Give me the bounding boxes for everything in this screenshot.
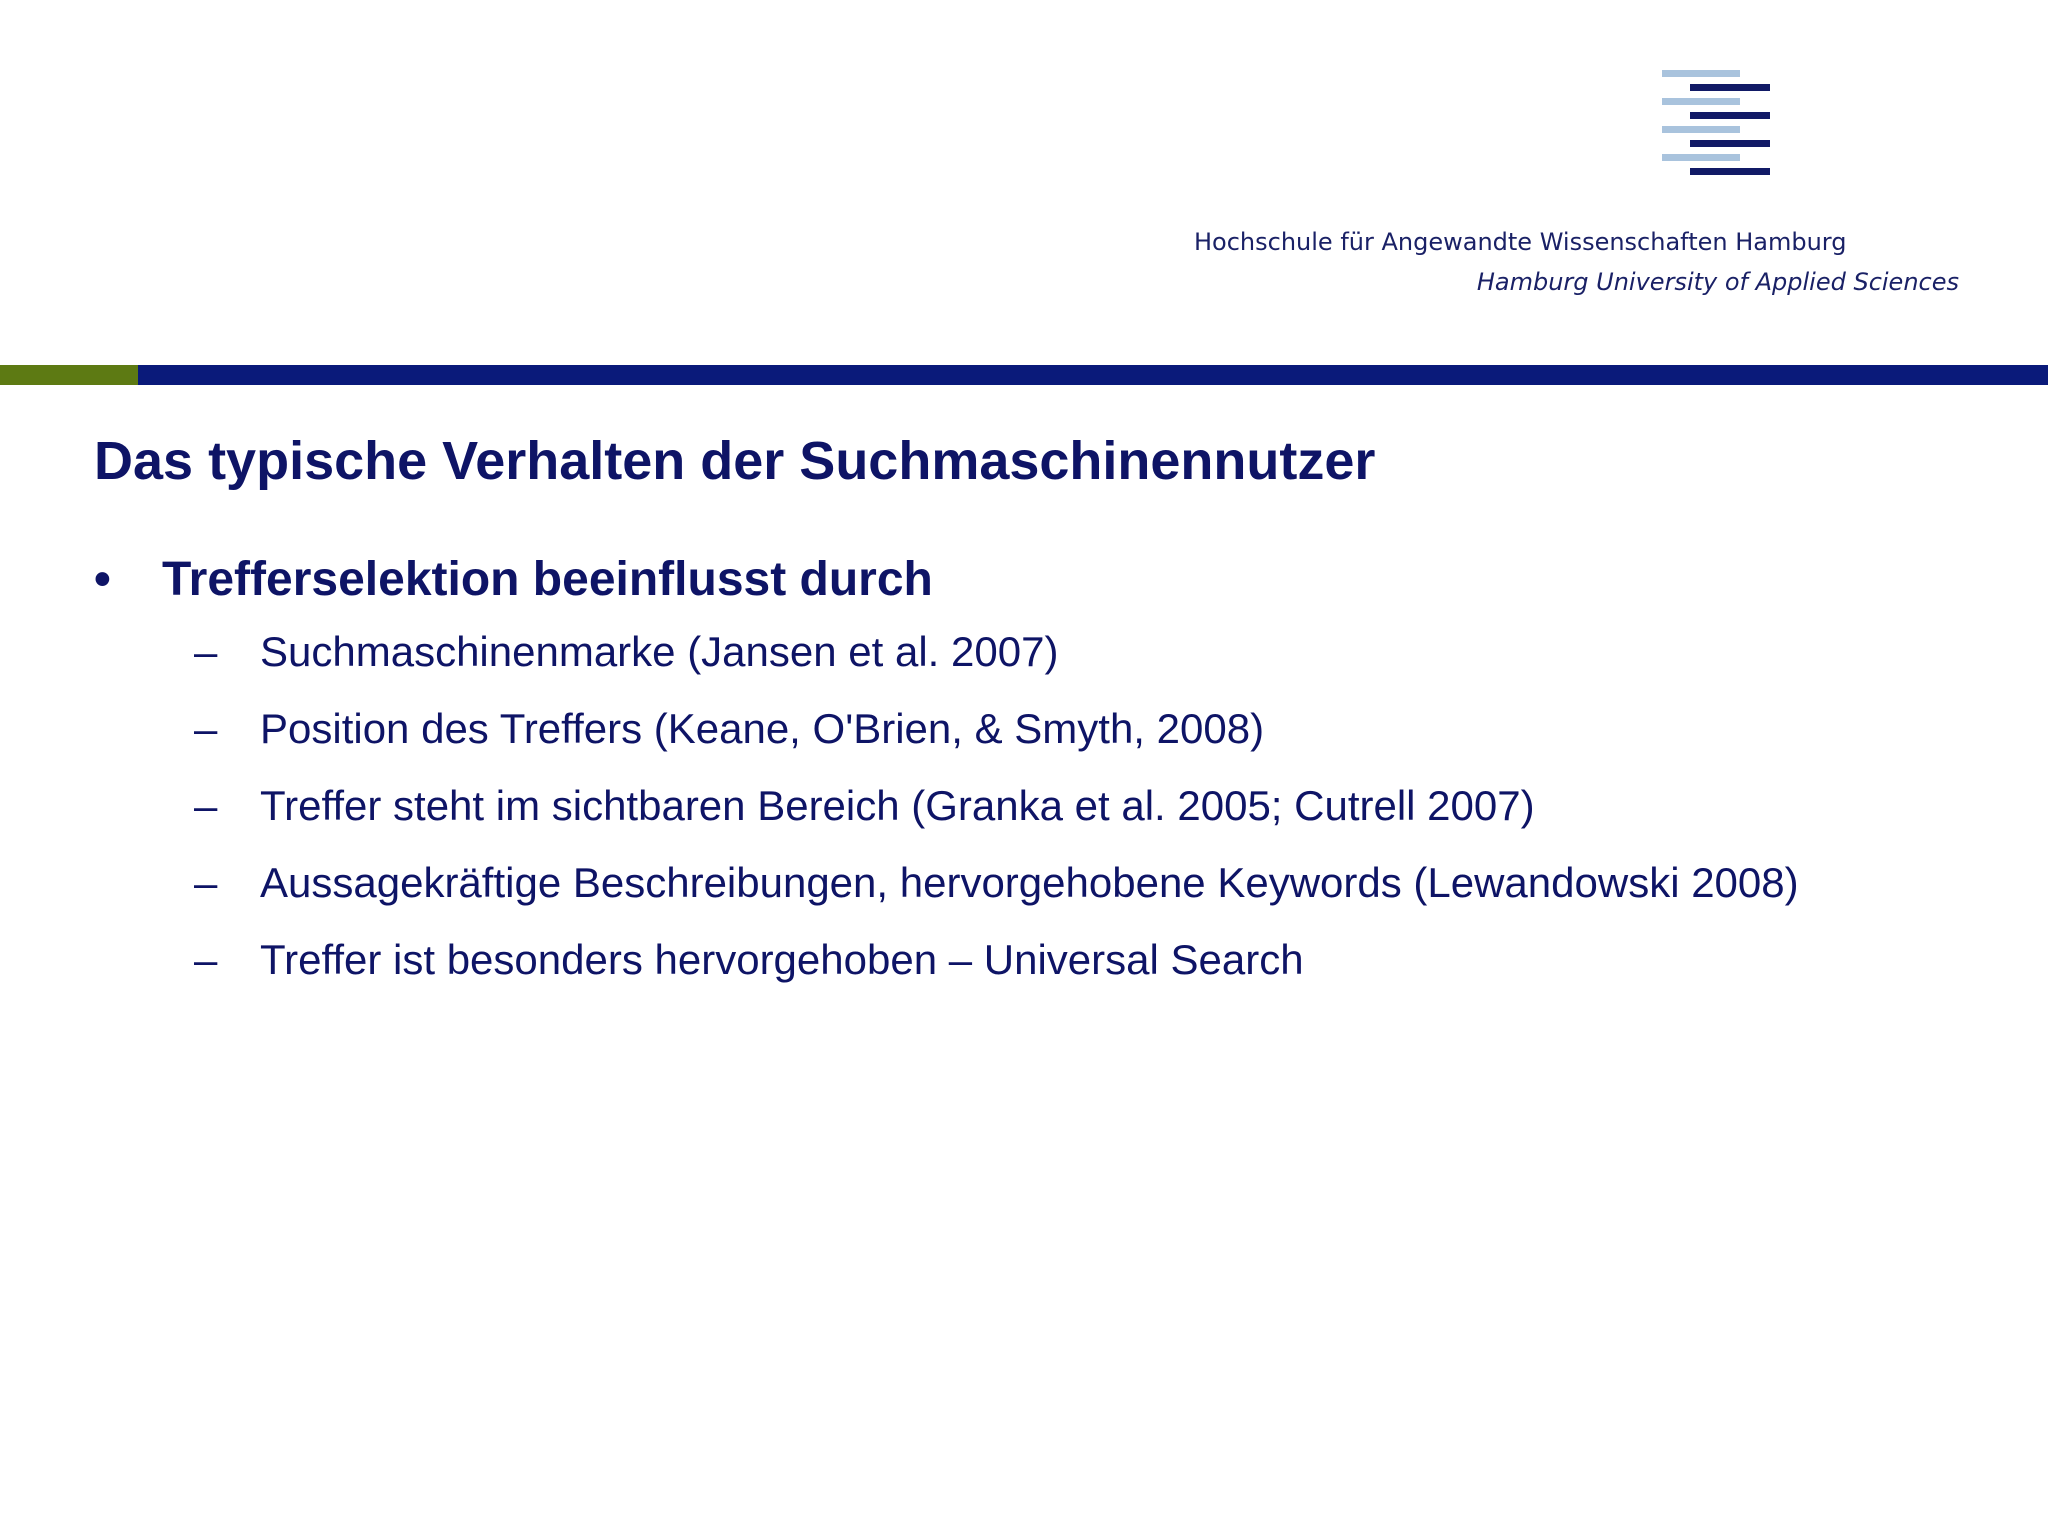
sub-bullet-text: Treffer steht im sichtbaren Bereich (Granka et al. 2005; Cutrell 2007) [260, 782, 1535, 829]
sub-bullet-item [194, 620, 1954, 684]
sub-bullet-item [194, 774, 1954, 838]
institution-name-german: Hochschule für Angewandte Wissenschaften Hamburg [1194, 228, 1847, 256]
sub-bullet-text: Position des Treffers (Keane, O'Brien, & Smyth, 2008) [260, 705, 1265, 752]
sub-bullet-item [194, 697, 1954, 761]
bullet-text: Trefferselektion beeinflusst durch [162, 553, 933, 606]
bullet-item [94, 548, 1954, 992]
sub-bullet-list [94, 620, 1954, 992]
bullet-list [94, 548, 1954, 1005]
header-rule-blue [138, 365, 2048, 385]
header-rule-green [0, 365, 138, 385]
sub-bullet-text: Suchmaschinenmarke (Jansen et al. 2007) [260, 628, 1059, 675]
bullet-marker: • [94, 553, 111, 606]
sub-bullet-item [194, 928, 1954, 992]
sub-bullet-item [194, 851, 1954, 915]
haw-hamburg-logo-icon [1662, 70, 1770, 178]
dash-marker: – [194, 705, 218, 752]
dash-marker: – [194, 628, 218, 675]
dash-marker: – [194, 859, 218, 906]
slide-title: Das typische Verhalten der Suchmaschinennutzer [94, 431, 1376, 491]
dash-marker: – [194, 782, 218, 829]
institution-name-english: Hamburg University of Applied Sciences [1476, 268, 1959, 296]
dash-marker: – [194, 936, 218, 983]
sub-bullet-text: Treffer ist besonders hervorgehoben – Universal Search [260, 936, 1304, 983]
sub-bullet-text: Aussagekräftige Beschreibungen, hervorgehobene Keywords (Lewandowski 2008) [260, 859, 1799, 906]
